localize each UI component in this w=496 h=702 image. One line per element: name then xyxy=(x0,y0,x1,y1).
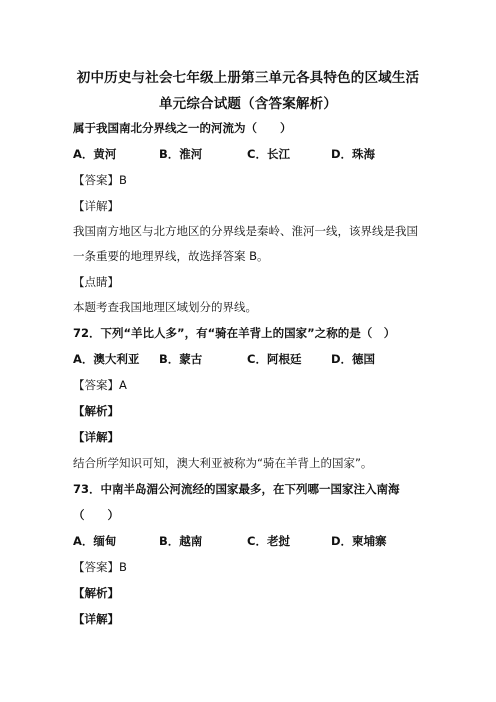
document-title-line2: 单元综合试题（含答案解析） xyxy=(158,96,338,112)
q1-detail-line2: 一条重要的地理界线，故选择答案 B。 xyxy=(73,249,269,263)
q1-option-a: A．黄河 xyxy=(73,147,117,161)
q1-option-d: D．珠海 xyxy=(331,147,376,161)
q1-tip-label: 【点睛】 xyxy=(73,275,119,289)
q1-answer: 【答案】B xyxy=(73,173,127,187)
q1-option-b: B．淮河 xyxy=(159,147,203,161)
q73-question-line1: 73．中南半岛湄公河流经的国家最多，在下列哪一国家注入南海 xyxy=(73,482,400,496)
q73-option-b: B．越南 xyxy=(159,534,203,548)
q73-analysis-label: 【解析】 xyxy=(73,586,119,600)
q72-analysis-label: 【解析】 xyxy=(73,404,119,418)
q73-question-line2: （ ） xyxy=(73,508,119,522)
q1-detail-label: 【详解】 xyxy=(73,199,119,213)
q73-answer: 【答案】B xyxy=(73,560,127,574)
document-title-line1: 初中历史与社会七年级上册第三单元各具特色的区域生活 xyxy=(76,70,420,86)
q72-detail-label: 【详解】 xyxy=(73,430,119,444)
q73-detail-label: 【详解】 xyxy=(73,612,119,626)
q73-option-a: A．缅甸 xyxy=(73,534,117,548)
q72-option-c: C．阿根廷 xyxy=(247,352,302,366)
q72-question: 72．下列“羊比人多”，有“骑在羊背上的国家”之称的是（ ） xyxy=(73,326,396,340)
q1-option-c: C．长江 xyxy=(247,147,290,161)
q1-question: 属于我国南北分界线之一的河流为（ ） xyxy=(73,121,292,135)
q1-tip-text: 本题考查我国地理区域划分的界线。 xyxy=(73,300,257,314)
q72-option-b: B．蒙古 xyxy=(159,352,203,366)
q72-answer: 【答案】A xyxy=(73,378,127,392)
q73-option-c: C．老挝 xyxy=(247,534,290,548)
q72-option-a: A．澳大利亚 xyxy=(73,352,140,366)
q72-option-d: D．德国 xyxy=(331,352,376,366)
q73-option-d: D．柬埔寨 xyxy=(331,534,387,548)
q1-detail-line1: 我国南方地区与北方地区的分界线是秦岭、淮河一线，该界线是我国 xyxy=(73,224,418,238)
q72-detail-text: 结合所学知识可知，澳大利亚被称为“骑在羊背上的国家”。 xyxy=(73,456,373,470)
